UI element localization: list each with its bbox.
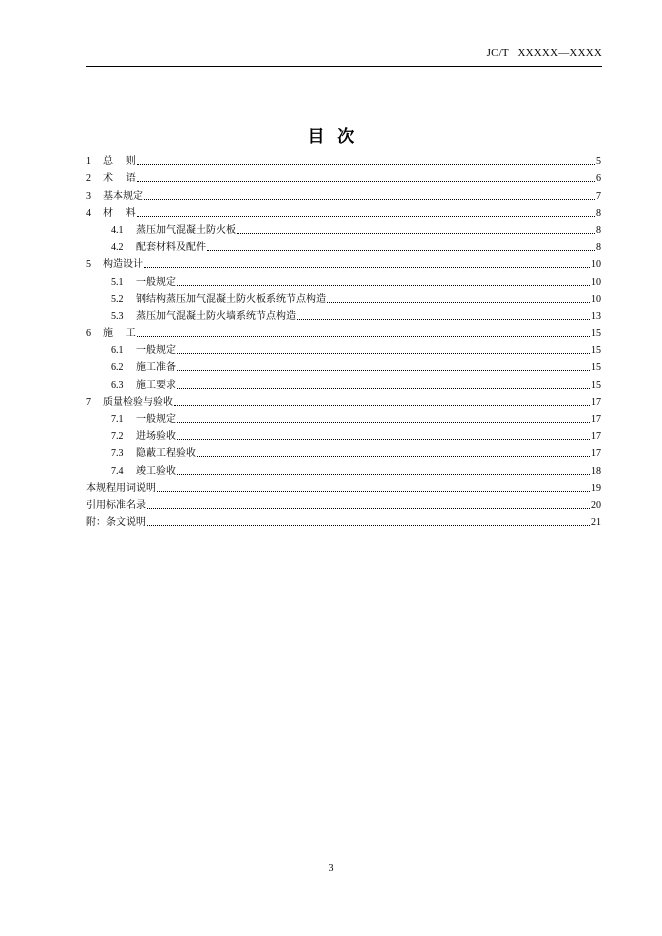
toc-leader-dots: [297, 319, 590, 320]
toc-leader-dots: [137, 216, 595, 217]
toc-appendix-entry[interactable]: [86, 495, 601, 512]
toc-entry-page: 10: [591, 293, 601, 305]
toc-leader-dots: [177, 285, 590, 286]
toc-entry-page: 8: [596, 224, 601, 236]
toc-entry-page: 8: [596, 207, 601, 219]
toc-leader-dots: [147, 508, 590, 509]
toc-entry-page: 6: [596, 173, 601, 185]
toc-entry-page: 21: [591, 517, 601, 529]
toc-subentry[interactable]: [86, 237, 601, 254]
toc-entry-title: 蒸压加气混凝土防火墙系统节点构造: [136, 310, 296, 322]
toc-entry-number: 1: [86, 156, 91, 168]
toc-entry-page: 15: [591, 362, 601, 374]
toc-entry-number: 5.2: [111, 293, 124, 305]
toc-entry[interactable]: [86, 254, 601, 271]
toc-entry-number: 7.3: [111, 448, 124, 460]
toc-entry-title: 配套材料及配件: [136, 242, 206, 254]
toc-entry-title: 质量检验与验收: [103, 396, 173, 408]
toc-leader-dots: [177, 439, 590, 440]
toc-subentry[interactable]: [86, 271, 601, 288]
page-title: 目 次: [307, 127, 355, 147]
toc-entry-page: 10: [591, 259, 601, 271]
toc-entry-title: 钢结构蒸压加气混凝土防火板系统节点构造: [136, 293, 326, 305]
toc-entry-number: 4: [86, 207, 91, 219]
toc-subentry[interactable]: [86, 340, 601, 357]
toc-entry[interactable]: [86, 323, 601, 340]
toc-entry-title: 施 工: [103, 328, 136, 340]
toc-entry-page: 7: [596, 190, 601, 202]
toc-entry[interactable]: [86, 168, 601, 185]
header-rule: [86, 66, 602, 67]
toc-subentry[interactable]: [86, 306, 601, 323]
toc-entry-page: 17: [591, 431, 601, 443]
toc-entry-page: 17: [591, 448, 601, 460]
toc-entry-number: 2: [86, 173, 91, 185]
toc-entry[interactable]: [86, 185, 601, 202]
toc-entry-page: 20: [591, 499, 601, 511]
toc-entry-page: 15: [591, 345, 601, 357]
toc-entry-title: 隐蔽工程验收: [136, 448, 196, 460]
toc-entry-page: 18: [591, 465, 601, 477]
toc-entry[interactable]: [86, 392, 601, 409]
toc-leader-dots: [207, 250, 595, 251]
toc-entry-page: 17: [591, 396, 601, 408]
toc-subentry[interactable]: [86, 220, 601, 237]
toc-leader-dots: [177, 388, 590, 389]
toc-entry-number: 4.1: [111, 224, 124, 236]
toc-leader-dots: [174, 405, 590, 406]
toc-entry-title: 一般规定: [136, 345, 176, 357]
toc-leader-dots: [237, 233, 595, 234]
toc-leader-dots: [137, 336, 590, 337]
toc-subentry[interactable]: [86, 357, 601, 374]
toc-subentry[interactable]: [86, 443, 601, 460]
toc-entry-number: 6.1: [111, 345, 124, 357]
toc-entry-number: 7.2: [111, 431, 124, 443]
toc-entry-title: 引用标准名录: [86, 499, 146, 511]
toc-entry-title: 本规程用词说明: [86, 482, 156, 494]
toc-entry-title: 施工要求: [136, 379, 176, 391]
toc-leader-dots: [177, 422, 590, 423]
toc-entry[interactable]: [86, 151, 601, 168]
toc-entry-page: 13: [591, 310, 601, 322]
toc-entry-page: 8: [596, 242, 601, 254]
toc-leader-dots: [177, 353, 590, 354]
toc-entry-title: 术 语: [103, 173, 136, 185]
toc-entry-title: 基本规定: [103, 190, 143, 202]
toc-entry-number: 7.1: [111, 414, 124, 425]
toc-entry-title: 附：条文说明: [86, 517, 146, 529]
toc-entry-page: 17: [591, 414, 601, 425]
table-of-contents: [86, 151, 601, 529]
toc-entry-number: 5.3: [111, 310, 124, 322]
toc-leader-dots: [157, 491, 590, 492]
toc-entry-number: 3: [86, 190, 91, 202]
toc-entry-title: 蒸压加气混凝土防火板: [136, 224, 236, 236]
document-code: JC/T XXXXX—XXXX: [486, 47, 602, 59]
toc-entry-number: 5: [86, 259, 91, 271]
toc-entry-page: 15: [591, 328, 601, 340]
toc-entry-number: 6.2: [111, 362, 124, 374]
toc-leader-dots: [147, 525, 590, 526]
toc-entry[interactable]: [86, 203, 601, 220]
toc-subentry[interactable]: [86, 374, 601, 391]
toc-entry-page: 5: [596, 156, 601, 168]
toc-leader-dots: [177, 474, 590, 475]
toc-appendix-entry[interactable]: [86, 512, 601, 529]
toc-entry-title: 一般规定: [136, 414, 176, 425]
toc-subentry[interactable]: [86, 409, 601, 426]
toc-entry-page: 10: [591, 276, 601, 288]
toc-entry-number: 7: [86, 396, 91, 408]
toc-entry-title: 施工准备: [136, 362, 176, 374]
toc-entry-title: 材 料: [103, 207, 136, 219]
toc-entry-number: 6.3: [111, 379, 124, 391]
toc-entry-number: 7.4: [111, 465, 124, 477]
toc-leader-dots: [177, 370, 590, 371]
toc-leader-dots: [137, 181, 595, 182]
toc-entry-page: 15: [591, 379, 601, 391]
toc-leader-dots: [197, 456, 590, 457]
toc-subentry[interactable]: [86, 289, 601, 306]
toc-entry-title: 竣工验收: [136, 465, 176, 477]
toc-entry-number: 4.2: [111, 242, 124, 254]
toc-leader-dots: [144, 199, 595, 200]
toc-entry-title: 总 则: [103, 156, 136, 168]
toc-entry-page: 19: [591, 482, 601, 494]
toc-entry-title: 进场验收: [136, 431, 176, 443]
page-number: 3: [328, 863, 334, 874]
toc-subentry[interactable]: [86, 426, 601, 443]
toc-leader-dots: [137, 164, 595, 165]
toc-subentry[interactable]: [86, 460, 601, 477]
toc-leader-dots: [327, 302, 590, 303]
toc-entry-number: 6: [86, 328, 91, 340]
toc-entry-number: 5.1: [111, 276, 124, 288]
toc-entry-title: 一般规定: [136, 276, 176, 288]
toc-leader-dots: [144, 267, 590, 268]
toc-entry-title: 构造设计: [103, 259, 143, 271]
toc-appendix-entry[interactable]: [86, 478, 601, 495]
